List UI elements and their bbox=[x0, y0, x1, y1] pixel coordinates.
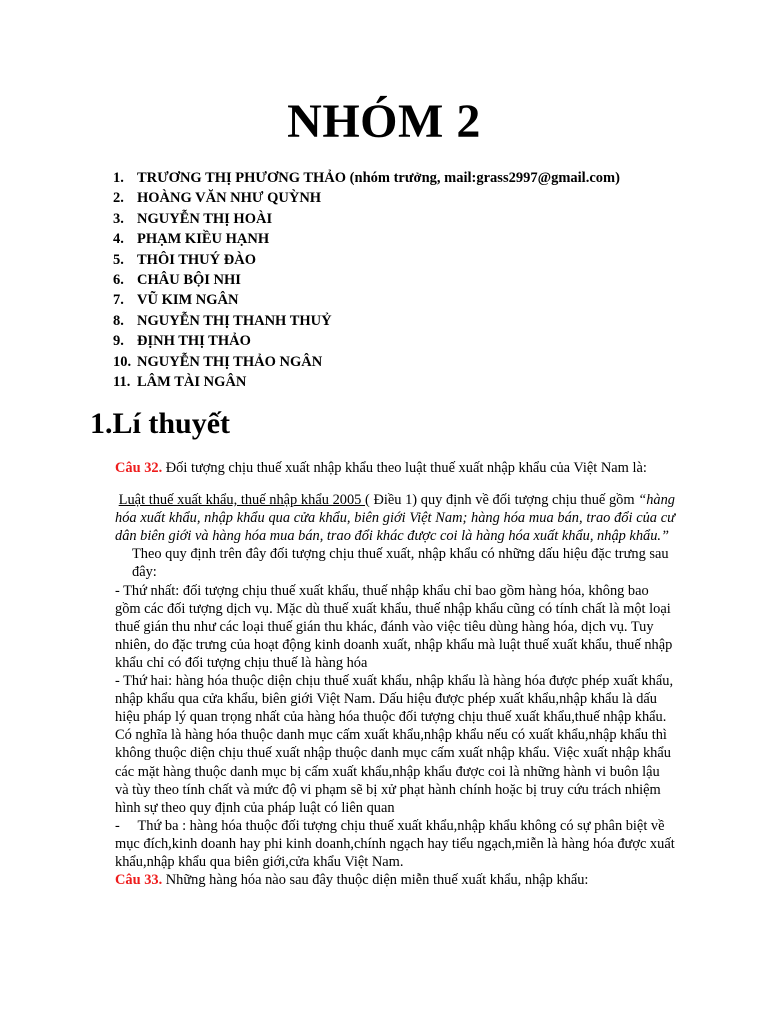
list-number: 2. bbox=[113, 190, 124, 207]
body-text bbox=[115, 459, 679, 889]
list-number: 3. bbox=[113, 210, 124, 227]
list-number: 9. bbox=[113, 333, 124, 350]
member-name: LÂM TÀI NGÂN bbox=[137, 374, 247, 391]
member-name: NGUYỄN THỊ HOÀI bbox=[137, 210, 273, 227]
list-item bbox=[113, 168, 620, 188]
member-name: VŨ KIM NGÂN bbox=[137, 292, 239, 309]
list-item bbox=[113, 188, 620, 208]
question-text: Đối tượng chịu thuế xuất nhập khẩu theo luật thuế xuất nhập khẩu của Việt Nam là: bbox=[162, 460, 647, 476]
list-item bbox=[113, 290, 620, 310]
member-name: THÔI THUÝ ĐÀO bbox=[137, 251, 256, 268]
list-number: 8. bbox=[113, 312, 124, 329]
law-clause: ( Điều 1) quy định về đối tượng chịu thuế gồm bbox=[365, 492, 639, 509]
paragraph-intro: Theo quy định trên đây đối tượng chịu thuế xuất, nhập khẩu có những dấu hiệu đặc trưng sau đây: bbox=[132, 546, 669, 581]
list-item bbox=[113, 209, 620, 229]
paragraph-second: - Thứ hai: hàng hóa thuộc diện chịu thuế xuất khẩu, nhập khẩu là hàng hóa được phép xuất khẩu, nhập khẩu qua cửa khẩu, biên giới Việt Nam. Dấu hiệu được phép xuất khẩu,nhập khẩu là dấu hiệu pháp lý quan trọng nhất của hàng hóa thuộc đối tượng chịu thuế xuất khẩu,thuế nhập khẩu. Có nghĩa là hàng hóa thuộc danh mục cấm xuất khẩu,nhập khẩu nếu có xuất khẩu,nhập khẩu thì không thuộc diện chịu thuế xuất nhập thuộc danh mục cấm xuất nhập khẩu. Việc xuất nhập khẩu các mặt hàng thuộc danh mục bị cấm xuất khẩu,nhập khẩu được coi là những hành vi buôn lậu và tùy theo tính chất và mức độ vi phạm sẽ bị xử phạt hành chính hoặc bị truy cứu trách nhiệm hình sự theo quy định của pháp luật có liên quan bbox=[115, 673, 674, 816]
law-reference: Luật thuế xuất khẩu, thuế nhập khẩu 2005 bbox=[118, 492, 366, 509]
list-number: 6. bbox=[113, 272, 124, 289]
question-32 bbox=[115, 459, 675, 477]
question-label: Câu 33. bbox=[115, 872, 163, 889]
list-item bbox=[113, 311, 620, 331]
member-name: PHẠM KIỀU HẠNH bbox=[137, 231, 270, 248]
law-paragraph bbox=[115, 491, 675, 545]
paragraph-first: - Thứ nhất: đối tượng chịu thuế xuất khẩu, thuế nhập khẩu chỉ bao gồm hàng hóa, không bao gồm các đối tượng dịch vụ. Mặc dù thuế xuất khẩu, thuế nhập khẩu cũng có tính chất là một loại thuế gián thu như các loại thuế gián thu khác, đánh vào việc tiêu dùng hàng hóa, dịch vụ. Tuy nhiên, do đặc trưng của hoạt động kinh doanh xuất, nhập khẩu mà luật thuế xuất khẩu, thuế nhập khẩu chỉ có đối tượng chịu thuế là hàng hóa bbox=[115, 582, 673, 671]
section-heading: 1.Lí thuyết bbox=[90, 407, 231, 440]
question-33 bbox=[115, 871, 675, 889]
member-name: NGUYỄN THỊ THẢO NGÂN bbox=[137, 353, 323, 370]
page-title: NHÓM 2 bbox=[287, 95, 481, 148]
question-label: Câu 32. bbox=[115, 460, 163, 476]
law-quote: “hàng hóa xuất khẩu, nhập khẩu qua cửa khẩu, biên giới Việt Nam; hàng hóa mua bán, trao đổi của cư dân biên giới và hàng hóa mua bán, trao đổi khác được coi là hàng hóa xuất khẩu, nhập khẩu.” bbox=[115, 492, 675, 545]
list-number: 11. bbox=[113, 374, 131, 391]
list-item bbox=[113, 331, 620, 351]
list-item bbox=[113, 270, 620, 290]
list-item bbox=[113, 250, 620, 270]
list-number: 5. bbox=[113, 251, 124, 268]
member-name: CHÂU BỘI NHI bbox=[137, 272, 241, 289]
paragraph-third: - Thứ ba : hàng hóa thuộc đối tượng chịu thuế xuất khẩu,nhập khẩu không có sự phân biệt về mục đích,kinh doanh hay phi kinh doanh,chính ngạch hay tiểu ngạch,miễn là hàng hóa được xuất khẩu,nhập khẩu qua biên giới,cửa khẩu Việt Nam. bbox=[115, 817, 679, 870]
question-text: Những hàng hóa nào sau đây thuộc diện miễn thuế xuất khẩu, nhập khẩu: bbox=[162, 872, 589, 889]
list-number: 4. bbox=[113, 231, 124, 248]
list-number: 10. bbox=[113, 353, 132, 370]
list-number: 7. bbox=[113, 292, 124, 309]
list-item bbox=[113, 229, 620, 249]
list-item bbox=[113, 372, 620, 392]
member-list bbox=[113, 168, 620, 392]
member-name: ĐỊNH THỊ THẢO bbox=[137, 333, 251, 350]
member-name: TRƯƠNG THỊ PHƯƠNG THẢO (nhóm trưởng, mail:grass2997@gmail.com) bbox=[137, 170, 620, 186]
member-name: HOÀNG VĂN NHƯ QUỲNH bbox=[137, 190, 322, 207]
list-item bbox=[113, 352, 620, 372]
member-name: NGUYỄN THỊ THANH THUỶ bbox=[137, 312, 332, 329]
list-number: 1. bbox=[113, 170, 124, 186]
